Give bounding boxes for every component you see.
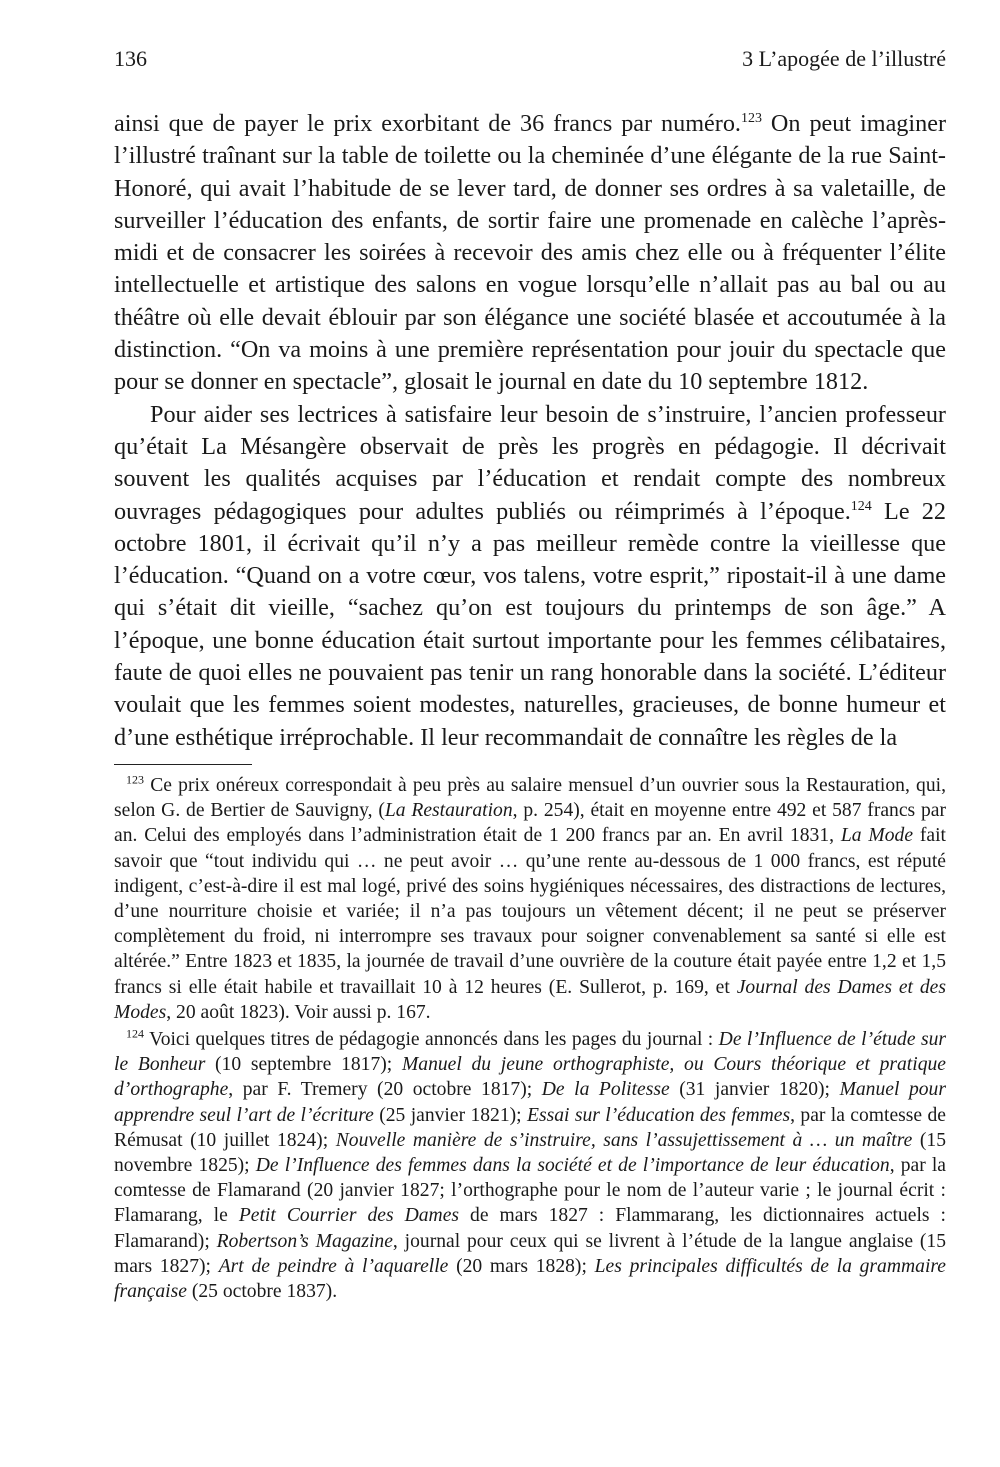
footnote-ref-123[interactable]: 123 xyxy=(740,110,762,126)
footnote-text: fait savoir que “tout individu qui … ne peut avoir … qu’une rente au-dessous de 1 000 francs, est réputé indigent, c’est-à-dire il est mal logé, privé des soins hygiéniques nécessaires, des distractions de lectures, d’une nourriture choisie et variée; il n’a pas toujours un vêtement décent; il ne peut se préserver complètement du froid, ni interrompre ses travaux pour soigner convenablement sa santé si elle est altérée.” Entre 1823 et 1835, la journée de travail d’une ouvrière de la couture était payée entre 1,2 et 1,5 francs si elle était habile et travaillait 10 à 12 heures (E. Sullerot, p. 169, et xyxy=(114,825,946,998)
book-page xyxy=(114,44,946,1306)
footnote-divider xyxy=(114,764,252,765)
footnote-text: (20 mars 1828); xyxy=(448,1255,595,1277)
paragraph-text: Pour aider ses lectrices à satisfaire leur besoin de s’instruire, l’ancien professeur qu’était La Mésangère observait de près les progrès en pédagogie. Il décrivait souvent les qualités acquises par l’éducation et rendait compte des nombreux ouvrages pédagogiques pour adultes publiés ou réimprimés à l’époque. xyxy=(114,400,946,525)
footnote-text: Voici quelques titres de pédagogie annoncés dans les pages du journal : xyxy=(144,1028,719,1050)
body-text xyxy=(114,108,946,754)
footnote-ref-124[interactable]: 124 xyxy=(850,498,872,514)
footnote-text: , par F. Tremery (20 octobre 1817); xyxy=(228,1079,542,1101)
footnote-text: (31 janvier 1820); xyxy=(669,1079,840,1101)
footnote-text: , journal pour ceux qui se livrent à l’étude de la langue anglaise (15 mars 1827); xyxy=(114,1230,946,1277)
footnote-italic: La Restauration xyxy=(384,800,513,822)
footnote-124 xyxy=(114,1027,946,1304)
footnotes xyxy=(114,773,946,1304)
footnote-text: de mars 1827 : Flammarang, les dictionnaires actuels : Flamarand); xyxy=(114,1205,946,1252)
footnote-text: Ce prix onéreux correspondait à peu près au salaire mensuel d’un ouvrier sous la Restauration, qui, selon G. de Bertier de Sauvigny, ( xyxy=(114,774,946,822)
footnote-text: , par la comtesse de Flamarand (20 janvier 1827; l’orthographe pour le nom de l’auteur varie ; le journal écrit : Flamarang, le xyxy=(114,1154,946,1227)
footnote-italic: De l’Influence de l’étude sur le Bonheur xyxy=(114,1028,946,1076)
chapter-title: 3 L’apogée de l’illustré xyxy=(742,46,946,71)
paragraph-1 xyxy=(114,108,946,399)
paragraph-text: Le 22 octobre 1801, il écrivait qu’il n’y a pas meilleur remède contre la vieillesse que l’éducation. “Quand on a votre cœur, vos talens, votre esprit,” ripostait-il à une dame qui s’était dit vieille, “sachez qu’on est toujours du printemps de son âge.” A l’époque, une bonne éducation était surtout importante pour les femmes célibataires, faute de quoi elles ne pouvaient pas tenir un rang honorable dans la société. L’éditeur voulait que les femmes soient modestes, naturelles, gracieuses, de bonne humeur et d’une esthétique irréprochable. Il leur recommandait de connaître les règles de la xyxy=(114,497,946,751)
running-head xyxy=(114,44,946,74)
footnote-text: , 20 août 1823). Voir aussi p. 167. xyxy=(166,1001,431,1023)
footnote-italic: Robertson’s Magazine xyxy=(216,1230,393,1252)
footnote-italic: Art de peindre à l’aquarelle xyxy=(218,1255,449,1277)
paragraph-text: On peut imaginer l’illustré traînant sur la table de toilette ou la cheminée d’une élégante de la rue Saint-Honoré, qui avait l’habitude de se lever tard, de donner ses ordres à sa valetaille, de surveiller l’éducation des enfants, de sortir faire une promenade en calèche l’après-midi et de consacrer les soirées à recevoir des amis chez elle ou à fréquenter l’élite intellectuelle et artistique des salons en vogue lorsqu’elle n’allait pas au bal ou au théâtre où elle devait éblouir par son élégance une société blasée et accoutumée à la distinction. “On va moins à une première représentation pour jouir du spectacle que pour se donner en spectacle”, glosait le journal en date du 10 septembre 1812. xyxy=(114,110,947,396)
footnote-italic: Petit Courrier des Dames xyxy=(238,1205,460,1227)
footnote-italic: De l’Influence des femmes dans la société et de l’importance de leur éducation xyxy=(255,1154,890,1176)
footnote-text: (15 novembre 1825); xyxy=(114,1129,946,1176)
footnote-text: (25 janvier 1821); xyxy=(373,1104,527,1126)
footnote-italic: Essai sur l’éducation des femmes xyxy=(527,1104,791,1126)
footnote-italic: Nouvelle manière de s’instruire, sans l’assujettissement à … un maître xyxy=(335,1129,913,1151)
footnote-italic: Manuel pour apprendre seul l’art de l’écriture xyxy=(114,1079,946,1126)
footnote-text: (25 octobre 1837). xyxy=(186,1281,338,1302)
paragraph-text: ainsi que de payer le prix exorbitant de 36 francs par numéro. xyxy=(114,110,741,137)
page-number: 136 xyxy=(114,46,147,71)
footnote-123 xyxy=(114,773,946,1025)
footnote-italic: De la Politesse xyxy=(541,1079,670,1101)
footnote-italic: Manuel du jeune orthographiste, ou Cours théorique et pratique d’orthographe xyxy=(114,1054,946,1101)
paragraph-2 xyxy=(114,399,946,754)
footnote-text: (10 septembre 1817); xyxy=(205,1054,402,1076)
footnote-text: , par la comtesse de Rémusat (10 juillet 1824); xyxy=(114,1104,946,1151)
footnote-number: 123 xyxy=(126,772,144,787)
footnote-italic: Les principales difficultés de la grammaire française xyxy=(114,1255,946,1302)
footnote-italic: Journal des Dames et des Modes xyxy=(114,976,946,1023)
footnote-number: 124 xyxy=(126,1026,144,1041)
footnote-italic: La Mode xyxy=(840,825,914,847)
footnote-text: , p. 254), était en moyenne entre 492 et 587 francs par an. Celui des employés dans l’administration était de 1 200 francs par an. En avril 1831, xyxy=(114,800,947,847)
